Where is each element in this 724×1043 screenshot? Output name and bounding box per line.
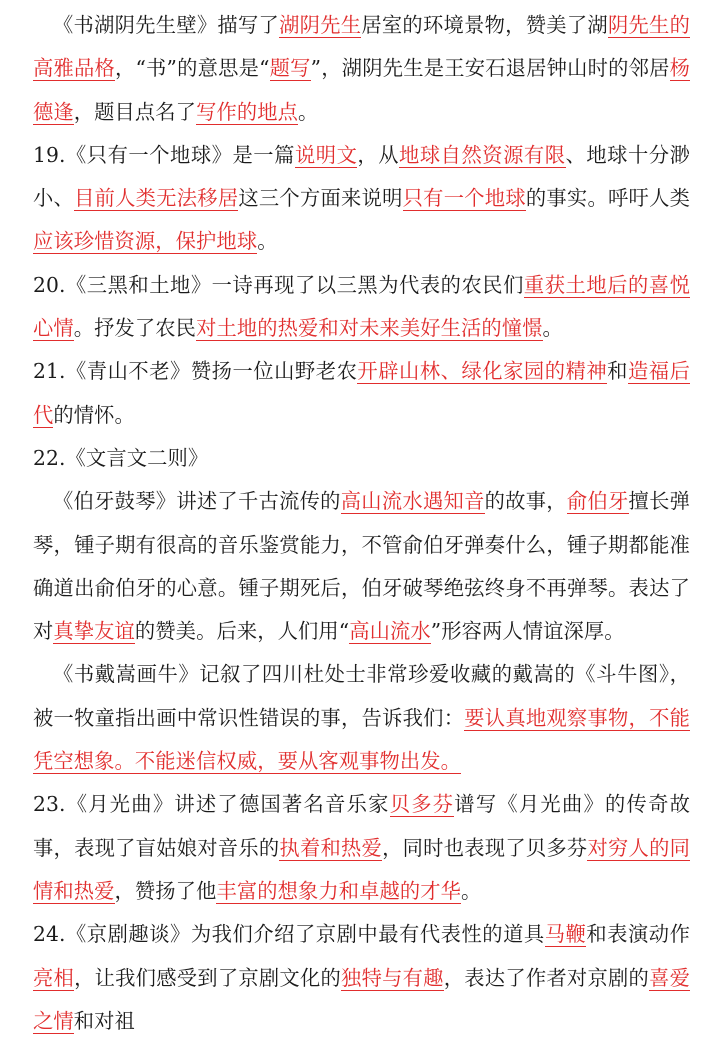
body-text: ”，湖阴先生是王安石退居钟山时的邻居 xyxy=(310,56,670,81)
body-text: 。 xyxy=(257,229,278,254)
highlighted-answer-text: 对穷人的同情和热爱 xyxy=(33,835,690,903)
highlighted-answer-text: 说明文 xyxy=(294,142,358,167)
body-text: 。抒发了农民 xyxy=(73,316,197,341)
body-text: 23.《月光曲》讲述了德国著名音乐家 xyxy=(33,792,390,817)
highlighted-answer-text: 重获土地后的喜悦心情 xyxy=(33,272,690,341)
body-text: ”形容两人情谊深厚。 xyxy=(430,619,625,644)
highlighted-answer-text: 题写 xyxy=(269,56,311,81)
body-text: 《伯牙鼓琴》讲述了千古流传的 xyxy=(53,489,341,514)
body-text: 的情怀。 xyxy=(53,402,135,427)
highlighted-answer-text: 要认真地观察事物，不能凭空想象。不能迷信权威，要从客观事物出发。 xyxy=(33,705,690,774)
body-text: 20.《三黑和土地》一诗再现了以三黑为代表的农民们 xyxy=(33,272,524,297)
body-text: 和 xyxy=(607,359,628,384)
highlighted-answer-text: 对土地的热爱和对未来美好生活的憧憬 xyxy=(196,316,543,341)
highlighted-answer-text: 丰富的想象力和卓越的才华 xyxy=(216,878,462,903)
body-text: ，赞扬了他 xyxy=(114,878,217,903)
body-text: 。 xyxy=(297,99,319,124)
body-text: 和对祖 xyxy=(73,1008,135,1033)
highlighted-answer-text: 阴先生的高雅品格 xyxy=(33,13,690,81)
body-text: ，“书”的意思是“ xyxy=(114,56,270,81)
body-text: 21.《青山不老》赞扬一位山野老农 xyxy=(33,359,358,384)
body-text: 24.《京剧趣谈》为我们介绍了京剧中最有代表性的道具 xyxy=(33,922,545,947)
body-text: 这三个方面来说明 xyxy=(238,186,403,211)
body-text: 的故事， xyxy=(484,489,567,514)
highlighted-answer-text: 地球自然资源有限 xyxy=(399,142,566,167)
paragraph-p-21 xyxy=(33,350,690,437)
body-text: 22.《文言文二则》 xyxy=(33,445,209,470)
body-text: 《书湖阴先生壁》描写了 xyxy=(53,13,280,37)
paragraph-p-20 xyxy=(33,264,690,351)
highlighted-answer-text: 真挚友谊 xyxy=(53,619,135,644)
body-text: 、地球十分渺小、 xyxy=(33,142,690,211)
paragraph-p-19 xyxy=(33,134,690,264)
body-text: 居室的环境景物，赞美了湖 xyxy=(361,13,608,37)
body-text: 。 xyxy=(542,316,563,341)
highlighted-answer-text: 马鞭 xyxy=(544,922,587,947)
paragraph-p-boya xyxy=(33,480,690,653)
paragraph-p-daisong xyxy=(33,653,690,783)
highlighted-answer-text: 高山流水 xyxy=(349,619,431,644)
highlighted-answer-text: 开辟山林、绿化家园的精神 xyxy=(357,359,608,384)
highlighted-answer-text: 只有一个地球 xyxy=(402,186,526,211)
highlighted-answer-text: 目前人类无法移居 xyxy=(74,186,239,211)
highlighted-answer-text: 独特与有趣 xyxy=(341,965,444,990)
highlighted-answer-text: 造福后代 xyxy=(33,359,690,427)
body-text: 。 xyxy=(461,878,482,903)
document-body xyxy=(33,0,690,1043)
highlighted-answer-text: 喜爱之情 xyxy=(33,965,690,1033)
body-text: 擅长弹琴，锺子期有很高的音乐鉴赏能力，不管俞伯牙弹奏什么，锺子期都能准确道出俞伯牙的心意。锺子期死后，伯牙破琴绝弦终身不再弹琴。表达了对 xyxy=(33,489,691,644)
body-text: ，表达了作者对京剧的 xyxy=(443,965,650,990)
body-text: 谱写《月光曲》的传奇故事，表现了盲姑娘对音乐的 xyxy=(33,792,690,860)
body-text: 和表演动作 xyxy=(586,922,690,947)
paragraph-p-22-title xyxy=(33,437,690,480)
highlighted-answer-text: 应该珍惜资源，保护地球 xyxy=(33,229,258,254)
body-text: 的事实。呼吁人类 xyxy=(525,186,690,211)
highlighted-answer-text: 湖阴先生 xyxy=(279,13,362,37)
highlighted-answer-text: 写作的地点 xyxy=(196,99,298,124)
paragraph-p-23 xyxy=(33,783,690,913)
highlighted-answer-text: 亮相 xyxy=(33,965,75,990)
body-text: ，同时也表现了贝多芬 xyxy=(382,835,588,860)
body-text: 的赞美。后来，人们用“ xyxy=(134,619,350,644)
paragraph-p-shuhuyin xyxy=(33,4,690,134)
highlighted-answer-text: 俞伯牙 xyxy=(566,489,629,514)
highlighted-answer-text: 高山流水遇知音 xyxy=(340,489,485,514)
body-text: 19.《只有一个地球》是一篇 xyxy=(33,142,295,167)
body-text: ，让我们感受到了京剧文化的 xyxy=(74,965,342,990)
body-text: 《书戴嵩画牛》记叙了四川杜处士非常珍爱收藏的戴嵩的《斗牛图》，被一牧童指出画中常识性错误的事，告诉我们： xyxy=(33,662,690,730)
body-text: ，从 xyxy=(357,142,400,167)
highlighted-answer-text: 贝多芬 xyxy=(389,792,455,817)
highlighted-answer-text: 执着和热爱 xyxy=(279,835,383,860)
highlighted-answer-text: 杨德逢 xyxy=(33,56,691,124)
body-text: ，题目点名了 xyxy=(73,99,197,124)
